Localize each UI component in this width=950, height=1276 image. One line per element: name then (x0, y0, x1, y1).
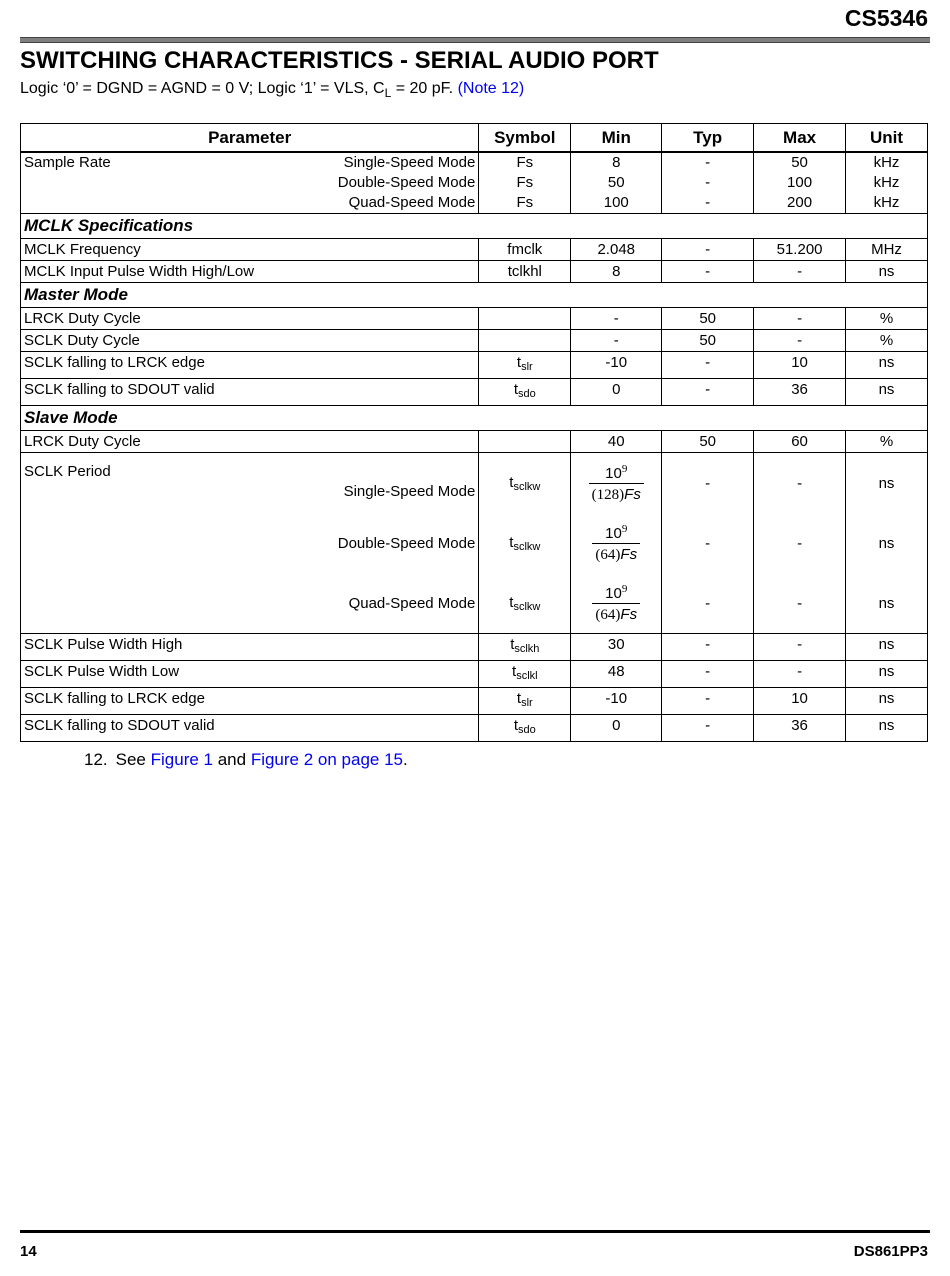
fraction-formula (592, 524, 640, 563)
cell-value: Fs (516, 174, 534, 191)
row-unit: ns (846, 715, 928, 742)
symbol-t: t (509, 473, 514, 491)
symbol-t: t (516, 690, 522, 707)
symbol-sub: sclkl (516, 670, 538, 682)
row-symbol (479, 661, 571, 688)
cell-value: kHz (873, 154, 900, 171)
symbol-t: t (513, 381, 519, 398)
row-max: - (754, 634, 846, 661)
symbol-t: t (513, 717, 519, 734)
row-min (571, 513, 662, 573)
sample-rate-param (21, 152, 479, 214)
fraction-formula (589, 464, 644, 503)
row-typ: - (662, 453, 754, 514)
section-master: Master Mode (21, 283, 928, 308)
frac-den-var: Fs (620, 545, 638, 563)
sample-rate-unit (846, 152, 928, 214)
row-symbol (479, 453, 571, 514)
table-row (21, 431, 928, 453)
spec-table (20, 123, 928, 742)
symbol-sub: sclkw (513, 540, 541, 553)
row-typ: - (662, 661, 754, 688)
test-conditions (20, 80, 524, 100)
figure-1-link[interactable]: Figure 1 (150, 750, 213, 769)
row-min: 40 (571, 431, 662, 453)
row-max: - (754, 308, 846, 330)
symbol-t: t (516, 354, 522, 371)
cell-value: Fs (516, 154, 534, 171)
row-max: 36 (754, 379, 846, 406)
row-typ: 50 (662, 330, 754, 352)
table-row (21, 261, 928, 283)
sample-rate-symbol (479, 152, 571, 214)
row-symbol (479, 330, 571, 352)
table-row (21, 352, 928, 379)
sample-rate-max (754, 152, 846, 214)
symbol-sub: slr (521, 697, 533, 709)
sclk-period-label: SCLK Period (24, 463, 111, 480)
symbol-sub: sdo (518, 388, 536, 400)
row-typ: - (662, 688, 754, 715)
row-param: SCLK Duty Cycle (21, 330, 479, 352)
cell-value: kHz (873, 174, 900, 191)
cell-value: - (705, 174, 711, 191)
row-max: - (754, 513, 846, 573)
section-title: SWITCHING CHARACTERISTICS - SERIAL AUDIO PORT (20, 47, 659, 74)
footnote-number: 12. (84, 750, 108, 769)
row-param: MCLK Input Pulse Width High/Low (21, 261, 479, 283)
header-unit: Unit (846, 124, 928, 153)
row-typ: - (662, 239, 754, 261)
conditions-text-b: = 20 pF. (391, 80, 458, 97)
row-typ: 50 (662, 308, 754, 330)
symbol-sub: sdo (518, 724, 536, 736)
row-unit: % (846, 330, 928, 352)
figure-2-link[interactable]: Figure 2 on page 15 (250, 750, 403, 769)
row-max: 10 (754, 352, 846, 379)
symbol-sub: slr (521, 361, 533, 373)
page-number: 14 (20, 1243, 37, 1260)
symbol-sub: sclkw (513, 480, 541, 493)
footnote-text-a: See (115, 750, 151, 769)
row-min: 2.048 (571, 239, 662, 261)
document-id: DS861PP3 (853, 1243, 928, 1260)
row-unit: ns (846, 688, 928, 715)
sclk-period-param (21, 453, 479, 514)
row-unit: MHz (846, 239, 928, 261)
row-param: LRCK Duty Cycle (21, 431, 479, 453)
cell-value: 100 (603, 194, 629, 211)
row-max: 51.200 (754, 239, 846, 261)
row-unit: ns (846, 661, 928, 688)
header-max: Max (754, 124, 846, 153)
row-unit: % (846, 308, 928, 330)
row-typ: - (662, 261, 754, 283)
sclk-period-mode: Single-Speed Mode (343, 483, 476, 500)
frac-den: (128) (591, 486, 625, 503)
sample-rate-label: Sample Rate (24, 154, 111, 171)
row-unit: % (846, 431, 928, 453)
row-max: - (754, 261, 846, 283)
row-min (571, 573, 662, 634)
sample-rate-mode: Double-Speed Mode (337, 174, 476, 191)
row-symbol (479, 513, 571, 573)
symbol-t: t (509, 593, 514, 611)
frac-exp: 9 (621, 522, 628, 535)
row-min: - (571, 308, 662, 330)
conditions-text-a: Logic ‘0’ = DGND = AGND = 0 V; Logic ‘1’ = VLS, C (20, 80, 385, 97)
table-header-row (21, 124, 928, 153)
header-rule (20, 37, 930, 43)
symbol-t: t (510, 636, 515, 653)
row-symbol (479, 688, 571, 715)
sclk-period-mode: Double-Speed Mode (21, 513, 479, 573)
row-unit: ns (846, 261, 928, 283)
row-max: - (754, 573, 846, 634)
row-min: -10 (571, 688, 662, 715)
row-min: 0 (571, 715, 662, 742)
table-row (21, 330, 928, 352)
table-row (21, 239, 928, 261)
sample-rate-min (571, 152, 662, 214)
header-min: Min (571, 124, 662, 153)
table-row (21, 688, 928, 715)
note-12-link[interactable]: (Note 12) (457, 80, 525, 97)
header-parameter: Parameter (21, 124, 479, 153)
row-unit: ns (846, 634, 928, 661)
row-symbol (479, 634, 571, 661)
header-typ: Typ (662, 124, 754, 153)
row-typ: - (662, 513, 754, 573)
header-symbol: Symbol (479, 124, 571, 153)
row-max: 10 (754, 688, 846, 715)
row-min: 8 (571, 261, 662, 283)
sample-rate-mode: Single-Speed Mode (343, 154, 476, 171)
cell-value: - (705, 154, 711, 171)
section-mclk: MCLK Specifications (21, 214, 928, 239)
frac-den: (64) (595, 546, 621, 563)
frac-exp: 9 (621, 582, 628, 595)
row-symbol (479, 573, 571, 634)
row-param: MCLK Frequency (21, 239, 479, 261)
frac-den-var: Fs (624, 485, 641, 503)
row-symbol (479, 715, 571, 742)
table-row (21, 379, 928, 406)
frac-base: 10 (605, 524, 622, 542)
row-symbol (479, 352, 571, 379)
row-max: - (754, 330, 846, 352)
cell-value: 8 (612, 154, 621, 171)
cell-value: 100 (787, 174, 813, 191)
frac-den-var: Fs (620, 605, 638, 623)
row-param: SCLK Pulse Width Low (21, 661, 479, 688)
row-param: SCLK Pulse Width High (21, 634, 479, 661)
section-slave: Slave Mode (21, 406, 928, 431)
row-min: - (571, 330, 662, 352)
row-max: 36 (754, 715, 846, 742)
row-symbol: fmclk (479, 239, 571, 261)
row-symbol (479, 308, 571, 330)
sclk-period-mode: Quad-Speed Mode (21, 573, 479, 634)
row-typ: - (662, 379, 754, 406)
row-param: LRCK Duty Cycle (21, 308, 479, 330)
row-typ: 50 (662, 431, 754, 453)
row-symbol (479, 379, 571, 406)
row-max: - (754, 453, 846, 514)
row-param: SCLK falling to LRCK edge (21, 352, 479, 379)
cell-value: kHz (873, 194, 900, 211)
footnote-text-b: and (213, 750, 251, 769)
cell-value: 50 (607, 174, 625, 191)
row-typ: - (662, 352, 754, 379)
cell-value: - (705, 194, 711, 211)
header-chip-name: CS5346 (844, 5, 928, 31)
row-param: SCLK falling to SDOUT valid (21, 379, 479, 406)
row-unit: ns (846, 453, 928, 514)
symbol-t: t (509, 533, 514, 551)
symbol-sub: sclkh (514, 643, 540, 655)
row-max: - (754, 661, 846, 688)
row-min: 30 (571, 634, 662, 661)
row-max: 60 (754, 431, 846, 453)
row-min: -10 (571, 352, 662, 379)
row-param: SCLK falling to SDOUT valid (21, 715, 479, 742)
row-symbol: tclkhl (479, 261, 571, 283)
footer-rule (20, 1230, 930, 1233)
row-unit: ns (846, 573, 928, 634)
table-row (21, 661, 928, 688)
frac-base: 10 (605, 584, 622, 602)
symbol-t: t (512, 663, 517, 680)
row-unit: ns (846, 513, 928, 573)
cell-value: 200 (787, 194, 813, 211)
footnote-12 (84, 750, 408, 770)
fraction-formula (592, 584, 640, 623)
row-min (571, 453, 662, 514)
row-typ: - (662, 715, 754, 742)
sclk-period-single-row (21, 453, 928, 514)
frac-exp: 9 (621, 462, 628, 475)
row-symbol (479, 431, 571, 453)
row-unit: ns (846, 379, 928, 406)
row-typ: - (662, 573, 754, 634)
sample-rate-row (21, 152, 928, 214)
row-min: 0 (571, 379, 662, 406)
sample-rate-mode: Quad-Speed Mode (348, 194, 476, 211)
conditions-sub: L (384, 86, 392, 101)
table-row (21, 715, 928, 742)
symbol-sub: sclkw (513, 600, 541, 613)
row-typ: - (662, 634, 754, 661)
sclk-period-quad-row (21, 573, 928, 634)
frac-base: 10 (605, 464, 622, 482)
row-min: 48 (571, 661, 662, 688)
footnote-text-c: . (402, 750, 408, 769)
frac-den: (64) (595, 606, 621, 623)
sample-rate-typ (662, 152, 754, 214)
row-unit: ns (846, 352, 928, 379)
cell-value: Fs (516, 194, 534, 211)
row-param: SCLK falling to LRCK edge (21, 688, 479, 715)
table-row (21, 634, 928, 661)
table-row (21, 308, 928, 330)
cell-value: 50 (791, 154, 808, 171)
sclk-period-double-row (21, 513, 928, 573)
